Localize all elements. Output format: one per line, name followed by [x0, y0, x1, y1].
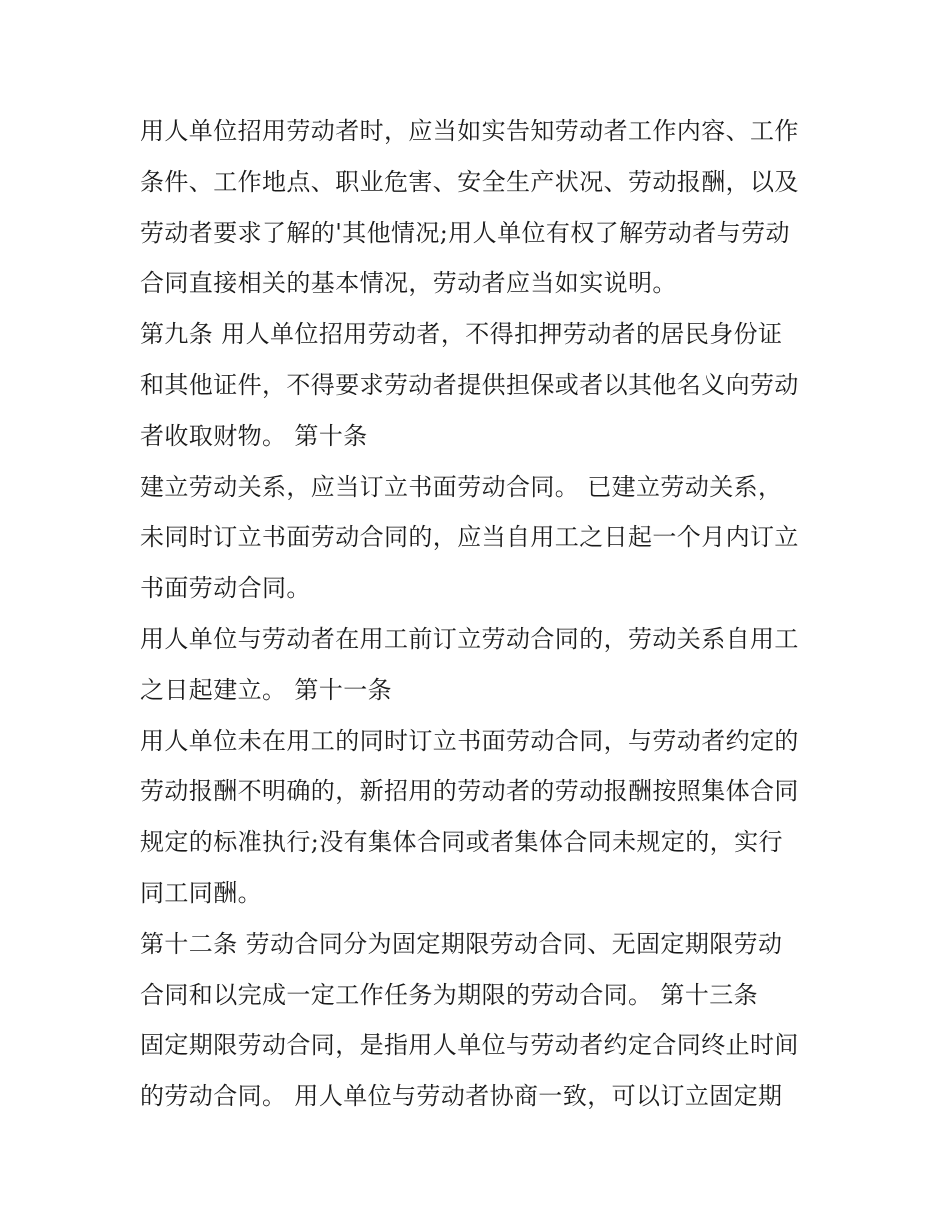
text-line-20: 的劳动合同。 用人单位与劳动者协商一致，可以订立固定期 [140, 1082, 783, 1111]
text-line-15: 规定的标准执行;没有集体合同或者集体合同未规定的，实行 [140, 828, 783, 857]
text-line-16: 同工同酬。 [140, 878, 262, 907]
text-line-8: 建立劳动关系，应当订立书面劳动合同。 已建立劳动关系， [140, 472, 783, 501]
text-line-14: 劳动报酬不明确的，新招用的劳动者的劳动报酬按照集体合同 [140, 777, 799, 806]
text-line-19: 固定期限劳动合同，是指用人单位与劳动者约定合同终止时间 [140, 1031, 799, 1060]
text-line-2: 条件、工作地点、职业危害、安全生产状况、劳动报酬，以及 [140, 167, 799, 196]
text-line-13: 用人单位未在用工的同时订立书面劳动合同，与劳动者约定的 [140, 726, 799, 755]
text-line-7: 者收取财物。 第十条 [140, 421, 368, 450]
text-line-4: 合同直接相关的基本情况，劳动者应当如实说明。 [140, 269, 677, 298]
text-line-11: 用人单位与劳动者在用工前订立劳动合同的，劳动关系自用工 [140, 624, 799, 653]
text-line-12: 之日起建立。 第十一条 [140, 675, 393, 704]
text-line-1: 用人单位招用劳动者时，应当如实告知劳动者工作内容、工作 [140, 117, 799, 145]
text-line-9: 未同时订立书面劳动合同的，应当自用工之日起一个月内订立 [140, 523, 799, 552]
text-line-3: 劳动者要求了解的'其他情况;用人单位有权了解劳动者与劳动 [140, 218, 790, 247]
text-line-5: 第九条 用人单位招用劳动者，不得扣押劳动者的居民身份证 [140, 320, 783, 349]
text-line-6: 和其他证件，不得要求劳动者提供担保或者以其他名义向劳动 [140, 370, 799, 399]
text-line-18: 合同和以完成一定工作任务为期限的劳动合同。 第十三条 [140, 980, 759, 1009]
text-line-10: 书面劳动合同。 [140, 574, 311, 603]
text-line-17: 第十二条 劳动合同分为固定期限劳动合同、无固定期限劳动 [140, 929, 783, 958]
document-body [140, 106, 840, 1122]
